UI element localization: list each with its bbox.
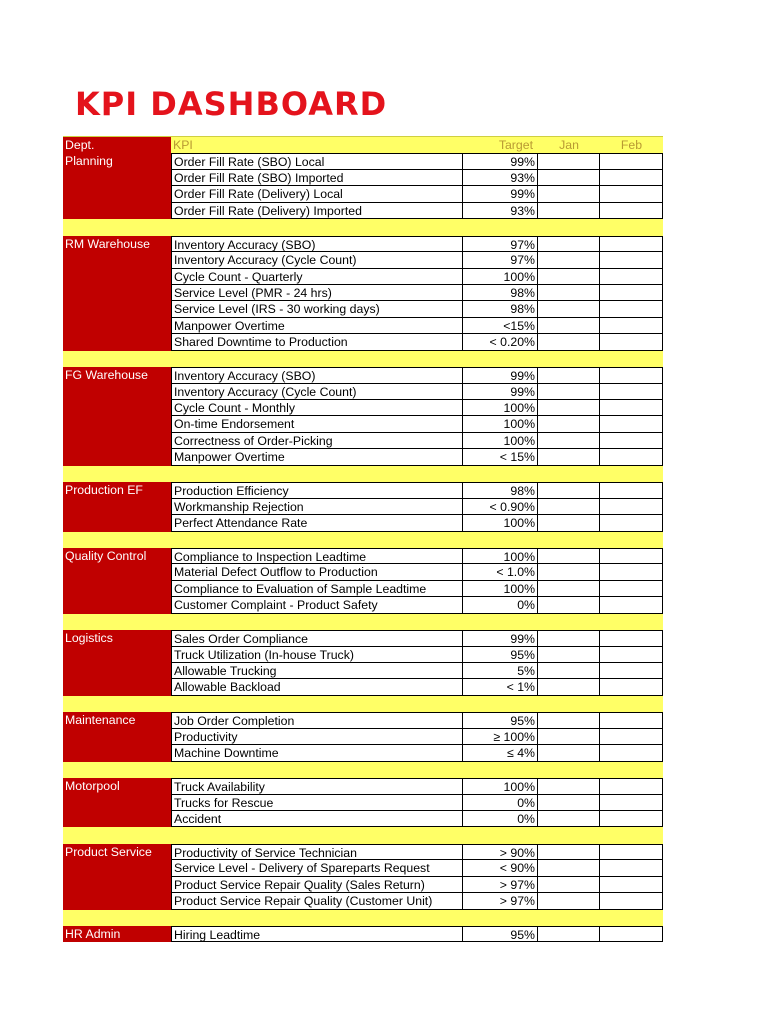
dept-cell: Maintenance (63, 712, 171, 728)
feb-cell[interactable] (600, 564, 663, 580)
dept-cell: Logistics (63, 630, 171, 646)
kpi-name-cell: Shared Downtime to Production (171, 334, 463, 350)
kpi-name-cell: Machine Downtime (171, 745, 463, 761)
target-cell: 100% (463, 433, 538, 449)
target-cell: > 90% (463, 844, 538, 860)
feb-cell[interactable] (600, 318, 663, 334)
target-cell: < 1% (463, 679, 538, 695)
dept-cell: FG Warehouse (63, 367, 171, 383)
jan-cell[interactable] (538, 729, 600, 745)
jan-cell[interactable] (538, 334, 600, 350)
feb-cell[interactable] (600, 384, 663, 400)
kpi-name-cell: Cycle Count - Quarterly (171, 269, 463, 285)
kpi-name-cell: Manpower Overtime (171, 318, 463, 334)
dept-cell (63, 811, 171, 827)
kpi-row (63, 860, 663, 876)
jan-cell[interactable] (538, 548, 600, 564)
feb-cell[interactable] (600, 745, 663, 761)
feb-cell[interactable] (600, 581, 663, 597)
target-cell: 97% (463, 252, 538, 268)
section-separator (63, 219, 663, 235)
target-cell: < 90% (463, 860, 538, 876)
feb-cell[interactable] (600, 416, 663, 432)
target-cell: 99% (463, 630, 538, 646)
feb-cell[interactable] (600, 433, 663, 449)
target-cell: 5% (463, 663, 538, 679)
dept-cell (63, 745, 171, 761)
kpi-row (63, 301, 663, 317)
dept-cell (63, 433, 171, 449)
dept-cell (63, 269, 171, 285)
target-cell: 99% (463, 153, 538, 169)
target-cell: 0% (463, 597, 538, 613)
dept-cell: Production EF (63, 482, 171, 498)
kpi-name-cell: Compliance to Inspection Leadtime (171, 548, 463, 564)
section-separator (63, 910, 663, 926)
target-cell: 100% (463, 400, 538, 416)
feb-cell[interactable] (600, 647, 663, 663)
kpi-row (63, 186, 663, 202)
kpi-row (63, 400, 663, 416)
dept-cell (63, 301, 171, 317)
kpi-row (63, 515, 663, 531)
section-separator (63, 532, 663, 548)
kpi-name-cell: Manpower Overtime (171, 449, 463, 465)
feb-cell[interactable] (600, 778, 663, 794)
dept-cell (63, 679, 171, 695)
target-cell: 99% (463, 186, 538, 202)
dept-cell (63, 499, 171, 515)
feb-cell[interactable] (600, 334, 663, 350)
section-separator (63, 762, 663, 778)
kpi-row (63, 729, 663, 745)
target-cell: 98% (463, 301, 538, 317)
kpi-name-cell: Customer Complaint - Product Safety (171, 597, 463, 613)
dept-cell: RM Warehouse (63, 236, 171, 252)
jan-cell[interactable] (538, 170, 600, 186)
dept-cell (63, 581, 171, 597)
dept-cell (63, 449, 171, 465)
target-cell: 100% (463, 548, 538, 564)
jan-cell[interactable] (538, 663, 600, 679)
target-cell: 95% (463, 926, 538, 942)
jan-cell[interactable] (538, 301, 600, 317)
kpi-name-cell: Cycle Count - Monthly (171, 400, 463, 416)
jan-cell[interactable] (538, 844, 600, 860)
feb-cell[interactable] (600, 795, 663, 811)
target-cell: <15% (463, 318, 538, 334)
target-cell: < 0.90% (463, 499, 538, 515)
feb-cell[interactable] (600, 877, 663, 893)
feb-cell[interactable] (600, 712, 663, 728)
kpi-name-cell: Hiring Leadtime (171, 926, 463, 942)
dept-cell: Motorpool (63, 778, 171, 794)
jan-cell[interactable] (538, 778, 600, 794)
target-cell: > 97% (463, 877, 538, 893)
kpi-name-cell: Inventory Accuracy (SBO) (171, 367, 463, 383)
kpi-name-cell: Service Level - Delivery of Spareparts Request (171, 860, 463, 876)
kpi-name-cell: Productivity (171, 729, 463, 745)
feb-cell[interactable] (600, 170, 663, 186)
kpi-name-cell: Productivity of Service Technician (171, 844, 463, 860)
kpi-row (63, 679, 663, 695)
feb-cell[interactable] (600, 844, 663, 860)
feb-cell[interactable] (600, 597, 663, 613)
feb-cell[interactable] (600, 236, 663, 252)
jan-cell[interactable] (538, 367, 600, 383)
jan-cell[interactable] (538, 236, 600, 252)
feb-cell[interactable] (600, 499, 663, 515)
dept-cell: Quality Control (63, 548, 171, 564)
kpi-name-cell: Truck Availability (171, 778, 463, 794)
kpi-name-cell: Job Order Completion (171, 712, 463, 728)
kpi-row (63, 564, 663, 580)
kpi-name-cell: Workmanship Rejection (171, 499, 463, 515)
kpi-row (63, 269, 663, 285)
kpi-name-cell: Compliance to Evaluation of Sample Leadtime (171, 581, 463, 597)
dept-cell (63, 400, 171, 416)
kpi-row (63, 844, 663, 860)
jan-cell[interactable] (538, 926, 600, 942)
target-cell: > 97% (463, 893, 538, 909)
table-header-row (63, 136, 663, 153)
kpi-name-cell: Correctness of Order-Picking (171, 433, 463, 449)
kpi-name-cell: Perfect Attendance Rate (171, 515, 463, 531)
section-separator (63, 466, 663, 482)
target-cell: 93% (463, 203, 538, 219)
target-cell: 0% (463, 811, 538, 827)
target-cell: < 0.20% (463, 334, 538, 350)
feb-cell[interactable] (600, 663, 663, 679)
kpi-name-cell: Order Fill Rate (Delivery) Imported (171, 203, 463, 219)
kpi-row (63, 548, 663, 564)
target-cell: 100% (463, 778, 538, 794)
dept-cell (63, 893, 171, 909)
target-cell: 100% (463, 269, 538, 285)
feb-cell[interactable] (600, 269, 663, 285)
kpi-row (63, 482, 663, 498)
dept-cell (63, 515, 171, 531)
jan-cell[interactable] (538, 252, 600, 268)
kpi-row (63, 581, 663, 597)
kpi-row (63, 318, 663, 334)
feb-cell[interactable] (600, 449, 663, 465)
header-jan: Jan (559, 138, 579, 152)
jan-cell[interactable] (538, 712, 600, 728)
jan-cell[interactable] (538, 449, 600, 465)
feb-cell[interactable] (600, 153, 663, 169)
jan-cell[interactable] (538, 679, 600, 695)
jan-cell[interactable] (538, 860, 600, 876)
kpi-name-cell: Order Fill Rate (SBO) Local (171, 153, 463, 169)
dept-cell (63, 170, 171, 186)
kpi-name-cell: Order Fill Rate (SBO) Imported (171, 170, 463, 186)
kpi-row (63, 416, 663, 432)
header-kpi: KPI (173, 138, 193, 152)
jan-cell[interactable] (538, 499, 600, 515)
kpi-row (63, 367, 663, 383)
kpi-name-cell: Trucks for Rescue (171, 795, 463, 811)
target-cell: 100% (463, 581, 538, 597)
feb-cell[interactable] (600, 811, 663, 827)
header-feb: Feb (620, 138, 643, 152)
target-cell: < 15% (463, 449, 538, 465)
kpi-name-cell: Service Level (PMR - 24 hrs) (171, 285, 463, 301)
kpi-name-cell: Service Level (IRS - 30 working days) (171, 301, 463, 317)
jan-cell[interactable] (538, 384, 600, 400)
jan-cell[interactable] (538, 745, 600, 761)
jan-cell[interactable] (538, 647, 600, 663)
kpi-name-cell: Allowable Trucking (171, 663, 463, 679)
kpi-table (63, 136, 663, 942)
section-separator (63, 696, 663, 712)
jan-cell[interactable] (538, 597, 600, 613)
section-separator (63, 614, 663, 630)
jan-cell[interactable] (538, 400, 600, 416)
kpi-row (63, 153, 663, 169)
jan-cell[interactable] (538, 893, 600, 909)
dept-cell (63, 416, 171, 432)
kpi-name-cell: Order Fill Rate (Delivery) Local (171, 186, 463, 202)
kpi-row (63, 877, 663, 893)
kpi-row (63, 745, 663, 761)
dept-cell (63, 334, 171, 350)
feb-cell[interactable] (600, 515, 663, 531)
kpi-row (63, 630, 663, 646)
jan-cell[interactable] (538, 630, 600, 646)
kpi-row (63, 893, 663, 909)
jan-cell[interactable] (538, 482, 600, 498)
jan-cell[interactable] (538, 153, 600, 169)
jan-cell[interactable] (538, 433, 600, 449)
target-cell: 98% (463, 285, 538, 301)
kpi-name-cell: Inventory Accuracy (SBO) (171, 236, 463, 252)
header-dept: Dept. (63, 137, 171, 153)
feb-cell[interactable] (600, 860, 663, 876)
kpi-row (63, 203, 663, 219)
section-separator (63, 351, 663, 367)
dept-cell (63, 384, 171, 400)
target-cell: 99% (463, 367, 538, 383)
kpi-row (63, 170, 663, 186)
feb-cell[interactable] (600, 186, 663, 202)
jan-cell[interactable] (538, 186, 600, 202)
kpi-name-cell: Inventory Accuracy (Cycle Count) (171, 252, 463, 268)
target-cell: 98% (463, 482, 538, 498)
dept-cell (63, 663, 171, 679)
kpi-row (63, 384, 663, 400)
dept-cell (63, 597, 171, 613)
kpi-row (63, 811, 663, 827)
feb-cell[interactable] (600, 893, 663, 909)
jan-cell[interactable] (538, 811, 600, 827)
feb-cell[interactable] (600, 729, 663, 745)
kpi-name-cell: Accident (171, 811, 463, 827)
kpi-name-cell: Truck Utilization (In-house Truck) (171, 647, 463, 663)
kpi-row (63, 433, 663, 449)
section-separator (63, 827, 663, 843)
dept-cell (63, 203, 171, 219)
kpi-name-cell: Sales Order Compliance (171, 630, 463, 646)
kpi-name-cell: Product Service Repair Quality (Customer Unit) (171, 893, 463, 909)
kpi-row (63, 663, 663, 679)
target-cell: 99% (463, 384, 538, 400)
dept-cell (63, 318, 171, 334)
feb-cell[interactable] (600, 679, 663, 695)
header-target: Target (498, 138, 533, 152)
kpi-row (63, 712, 663, 728)
kpi-name-cell: Product Service Repair Quality (Sales Return) (171, 877, 463, 893)
dept-cell (63, 877, 171, 893)
kpi-name-cell: Material Defect Outflow to Production (171, 564, 463, 580)
jan-cell[interactable] (538, 203, 600, 219)
target-cell: 97% (463, 236, 538, 252)
jan-cell[interactable] (538, 581, 600, 597)
feb-cell[interactable] (600, 367, 663, 383)
dept-cell: Planning (63, 153, 171, 169)
kpi-name-cell: Allowable Backload (171, 679, 463, 695)
target-cell: 100% (463, 515, 538, 531)
kpi-name-cell: Production Efficiency (171, 482, 463, 498)
feb-cell[interactable] (600, 630, 663, 646)
kpi-name-cell: On-time Endorsement (171, 416, 463, 432)
jan-cell[interactable] (538, 318, 600, 334)
target-cell: 95% (463, 712, 538, 728)
jan-cell[interactable] (538, 416, 600, 432)
dept-cell (63, 729, 171, 745)
dept-cell: HR Admin (63, 926, 171, 942)
target-cell: < 1.0% (463, 564, 538, 580)
jan-cell[interactable] (538, 515, 600, 531)
jan-cell[interactable] (538, 269, 600, 285)
dept-cell (63, 285, 171, 301)
dept-cell (63, 860, 171, 876)
kpi-row (63, 647, 663, 663)
target-cell: 0% (463, 795, 538, 811)
jan-cell[interactable] (538, 795, 600, 811)
kpi-name-cell: Inventory Accuracy (Cycle Count) (171, 384, 463, 400)
kpi-row (63, 597, 663, 613)
kpi-row (63, 252, 663, 268)
dept-cell (63, 186, 171, 202)
kpi-row (63, 285, 663, 301)
feb-cell[interactable] (600, 548, 663, 564)
dept-cell (63, 647, 171, 663)
kpi-row (63, 795, 663, 811)
dept-cell (63, 564, 171, 580)
jan-cell[interactable] (538, 564, 600, 580)
jan-cell[interactable] (538, 877, 600, 893)
dept-cell (63, 252, 171, 268)
dept-cell (63, 795, 171, 811)
feb-cell[interactable] (600, 926, 663, 942)
target-cell: ≥ 100% (463, 729, 538, 745)
kpi-row (63, 499, 663, 515)
feb-cell[interactable] (600, 301, 663, 317)
target-cell: 100% (463, 416, 538, 432)
dept-cell: Product Service (63, 844, 171, 860)
target-cell: ≤ 4% (463, 745, 538, 761)
target-cell: 93% (463, 170, 538, 186)
kpi-row (63, 778, 663, 794)
kpi-row (63, 926, 663, 942)
feb-cell[interactable] (600, 252, 663, 268)
feb-cell[interactable] (600, 285, 663, 301)
kpi-row (63, 236, 663, 252)
jan-cell[interactable] (538, 285, 600, 301)
page-title: KPI DASHBOARD (75, 85, 388, 123)
kpi-row (63, 334, 663, 350)
feb-cell[interactable] (600, 482, 663, 498)
feb-cell[interactable] (600, 203, 663, 219)
kpi-row (63, 449, 663, 465)
target-cell: 95% (463, 647, 538, 663)
feb-cell[interactable] (600, 400, 663, 416)
